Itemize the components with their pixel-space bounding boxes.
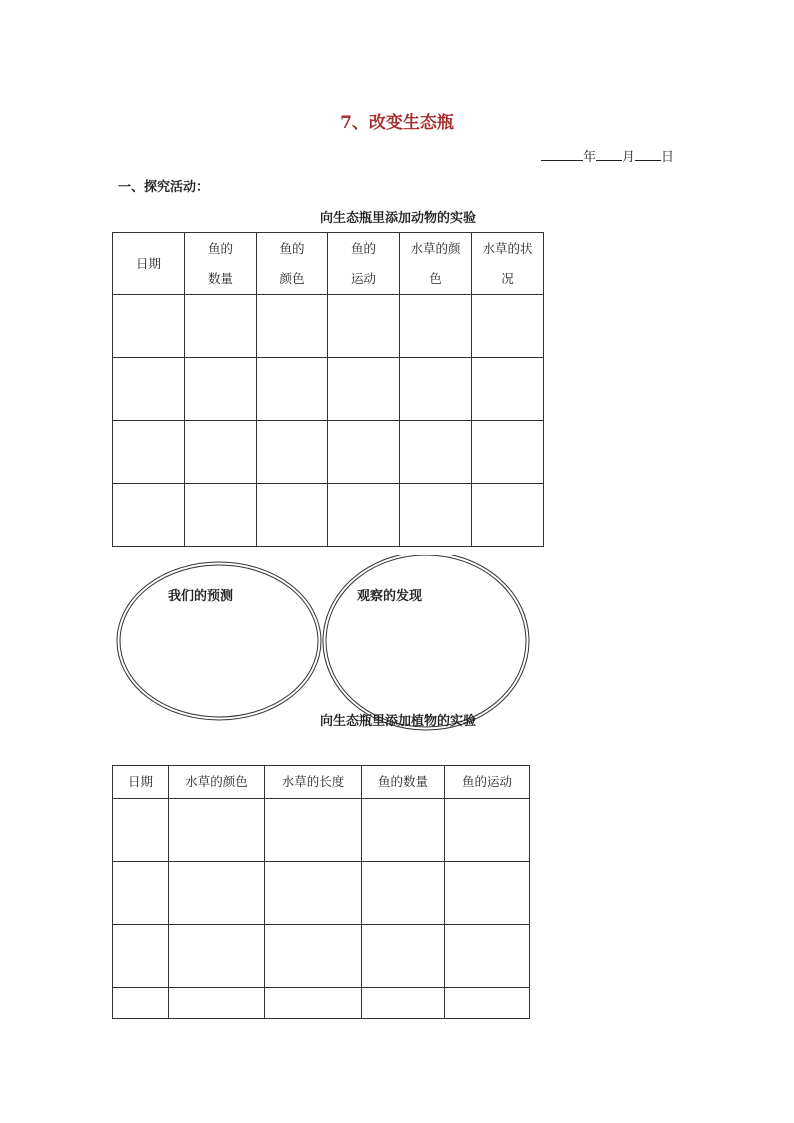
table-cell[interactable] <box>472 484 544 547</box>
table-cell[interactable] <box>113 358 185 421</box>
day-blank[interactable] <box>635 147 661 161</box>
table-cell[interactable] <box>257 295 328 358</box>
table-cell[interactable] <box>445 925 530 988</box>
worksheet-title: 7、改变生态瓶 <box>340 113 454 133</box>
t1-header-weed-color <box>400 233 472 295</box>
year-blank[interactable] <box>541 147 583 161</box>
table-row <box>113 421 544 484</box>
table-row <box>113 358 544 421</box>
table-cell[interactable] <box>113 421 185 484</box>
table-cell[interactable] <box>257 421 328 484</box>
table-cell[interactable] <box>185 484 257 547</box>
table-cell[interactable] <box>328 484 400 547</box>
table-cell[interactable] <box>445 799 530 862</box>
table-cell[interactable] <box>169 925 265 988</box>
t1-header-fish-color-l1: 鱼的 <box>279 240 305 256</box>
table-cell[interactable] <box>328 358 400 421</box>
table-cell[interactable] <box>185 421 257 484</box>
t1-header-weed-condition <box>472 233 544 295</box>
t2-header-weed-length: 水草的长度 <box>265 766 362 799</box>
table-cell[interactable] <box>257 358 328 421</box>
venn-right-circle-inner <box>326 555 526 727</box>
table-row <box>113 799 530 862</box>
t1-header-fish-motion-l2: 运动 <box>350 270 376 286</box>
table-cell[interactable] <box>445 988 530 1019</box>
table-cell[interactable] <box>328 421 400 484</box>
table-cell[interactable] <box>400 484 472 547</box>
animal-experiment-table <box>112 232 544 547</box>
table2-header-row <box>113 766 530 799</box>
t2-header-fish-motion: 鱼的运动 <box>445 766 530 799</box>
table-cell[interactable] <box>113 988 169 1019</box>
table-row <box>113 925 530 988</box>
t1-header-weed-color-l2: 色 <box>429 270 442 286</box>
venn-label-prediction: 我们的预测 <box>168 589 234 604</box>
t1-header-fish-color <box>257 233 328 295</box>
t2-header-weed-color: 水草的颜色 <box>169 766 265 799</box>
table-cell[interactable] <box>265 988 362 1019</box>
table-cell[interactable] <box>472 295 544 358</box>
table-cell[interactable] <box>400 421 472 484</box>
month-blank[interactable] <box>596 147 622 161</box>
table-cell[interactable] <box>113 295 185 358</box>
table-cell[interactable] <box>185 358 257 421</box>
t1-header-date-text: 日期 <box>135 255 161 271</box>
t1-header-weed-condition-l2: 况 <box>501 270 514 286</box>
table-cell[interactable] <box>472 358 544 421</box>
table-cell[interactable] <box>265 862 362 925</box>
year-label: 年 <box>582 150 596 165</box>
t2-header-date: 日期 <box>113 766 169 799</box>
table-cell[interactable] <box>169 862 265 925</box>
day-label: 日 <box>660 150 674 165</box>
table-row <box>113 295 544 358</box>
table-cell[interactable] <box>362 988 445 1019</box>
table-cell[interactable] <box>362 862 445 925</box>
table-row <box>113 862 530 925</box>
t1-header-date <box>113 233 185 295</box>
t1-header-fish-count <box>185 233 257 295</box>
t1-header-weed-condition-l1: 水草的状 <box>482 240 533 256</box>
table-cell[interactable] <box>362 799 445 862</box>
t2-header-fish-count: 鱼的数量 <box>362 766 445 799</box>
t1-header-fish-color-l2: 颜色 <box>279 270 305 286</box>
section-heading-inquiry: 一、探究活动： <box>118 180 210 195</box>
table-cell[interactable] <box>445 862 530 925</box>
table-cell[interactable] <box>362 925 445 988</box>
table-cell[interactable] <box>113 862 169 925</box>
table-cell[interactable] <box>400 358 472 421</box>
date-line <box>541 146 674 165</box>
t1-header-weed-color-l1: 水草的颜 <box>410 240 461 256</box>
table-cell[interactable] <box>265 799 362 862</box>
table-cell[interactable] <box>169 988 265 1019</box>
table-cell[interactable] <box>113 925 169 988</box>
t1-header-fish-motion <box>328 233 400 295</box>
table1-header-row <box>113 233 544 295</box>
plant-experiment-table <box>112 765 530 1019</box>
table-cell[interactable] <box>169 799 265 862</box>
table-cell[interactable] <box>113 799 169 862</box>
table-cell[interactable] <box>472 421 544 484</box>
table-cell[interactable] <box>185 295 257 358</box>
table-cell[interactable] <box>400 295 472 358</box>
venn-label-observation: 观察的发现 <box>357 589 423 604</box>
t1-header-fish-count-l1: 鱼的 <box>207 240 233 256</box>
table-row <box>113 484 544 547</box>
t1-header-fish-motion-l1: 鱼的 <box>350 240 376 256</box>
venn-diagram <box>112 555 532 735</box>
table-row <box>113 988 530 1019</box>
table2-caption: 向生态瓶里添加植物的实验 <box>319 714 476 729</box>
table-cell[interactable] <box>328 295 400 358</box>
month-label: 月 <box>621 150 635 165</box>
table-cell[interactable] <box>257 484 328 547</box>
table1-caption: 向生态瓶里添加动物的实验 <box>319 211 476 226</box>
table-cell[interactable] <box>113 484 185 547</box>
t1-header-fish-count-l2: 数量 <box>207 270 233 286</box>
table-cell[interactable] <box>265 925 362 988</box>
